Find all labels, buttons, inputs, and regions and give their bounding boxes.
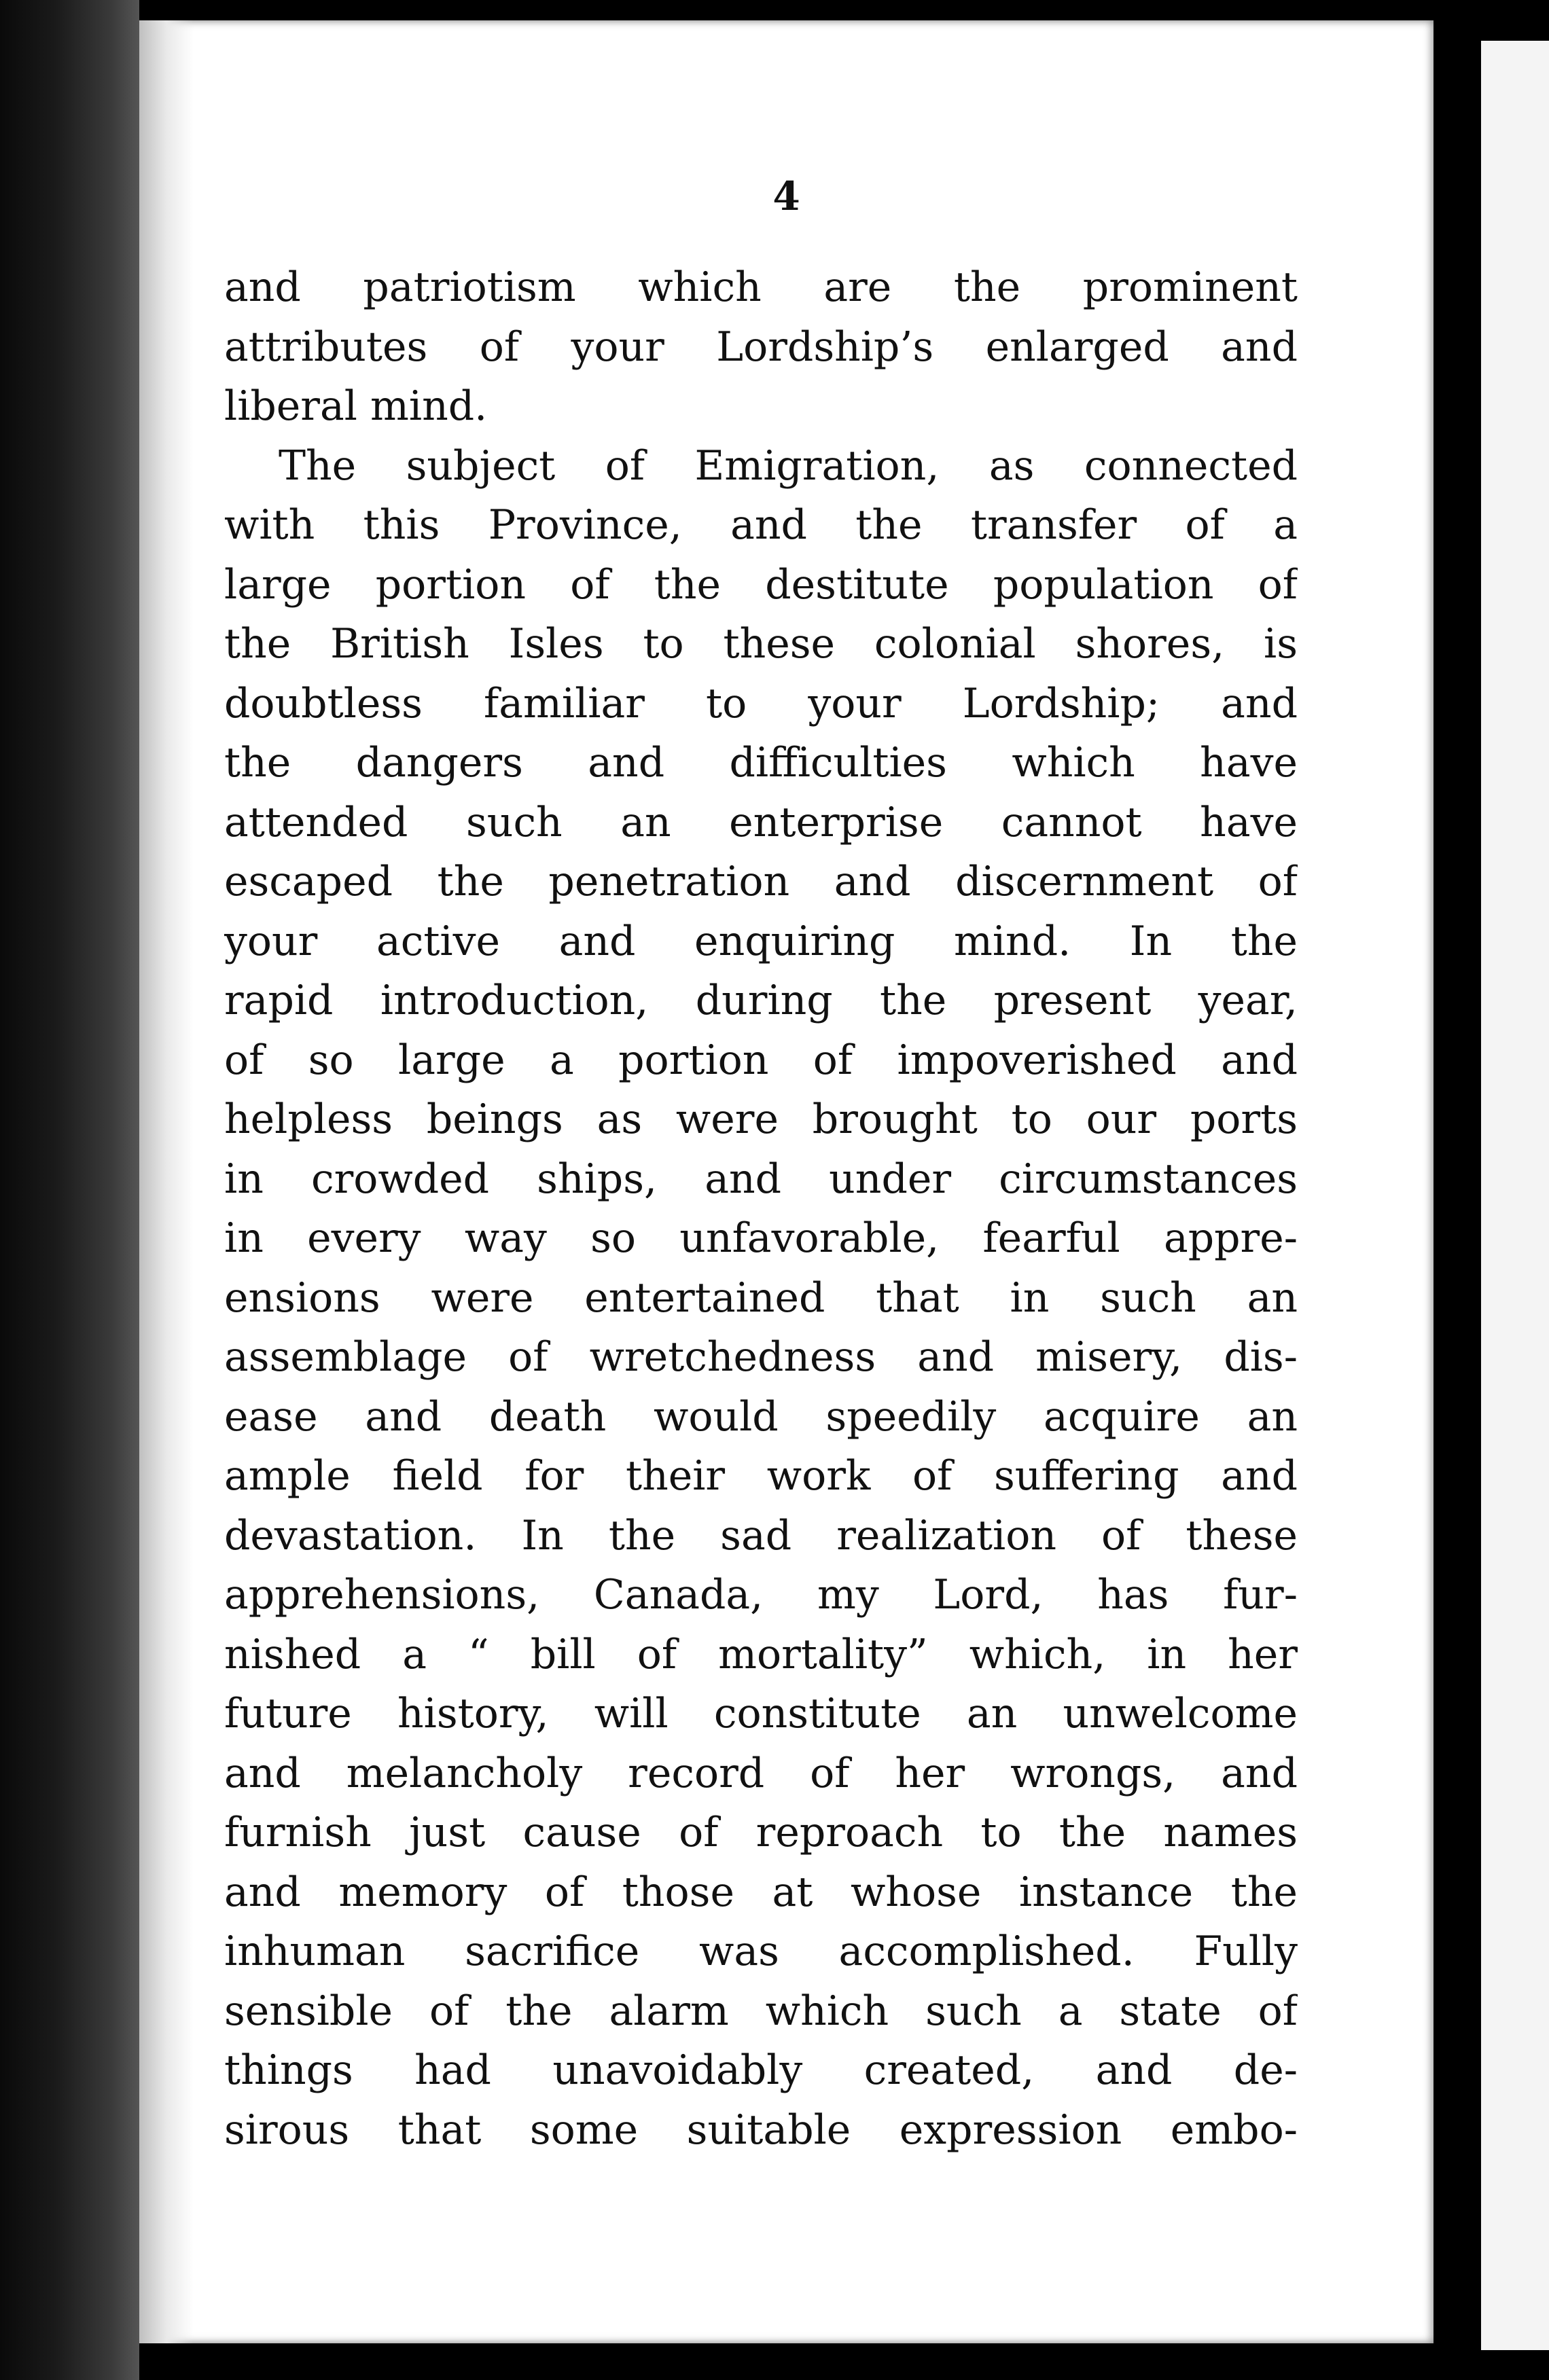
text-line: attributes of your Lordship’s enlarged and	[224, 323, 1298, 371]
text-line: future history, will constitute an unwelcome	[224, 1690, 1298, 1737]
text-line: large portion of the destitute population of	[224, 560, 1298, 609]
text-line: apprehensions, Canada, my Lord, has fur-	[224, 1571, 1298, 1619]
page-edge-shadow	[139, 20, 194, 2343]
text-line: The subject of Emigration, as connected	[279, 441, 1298, 490]
page-number: 4	[772, 173, 800, 219]
text-line: and melancholy record of her wrongs, and	[224, 1749, 1298, 1797]
text-line: and patriotism which are the prominent	[224, 264, 1298, 311]
text-line: sirous that some suitable expression embo-	[224, 2106, 1298, 2154]
text-line: furnish just cause of reproach to the names	[224, 1809, 1298, 1856]
book-binding-edge	[0, 0, 139, 2380]
text-line: attended such an enterprise cannot have	[224, 798, 1298, 846]
adjacent-page-edge	[1481, 41, 1549, 2350]
text-line: in crowded ships, and under circumstances	[224, 1155, 1298, 1203]
text-line: ease and death would speedily acquire an	[224, 1392, 1298, 1441]
text-line: the British Isles to these colonial shores, is	[224, 620, 1298, 668]
text-line: inhuman sacrifice was accomplished. Fully	[224, 1928, 1298, 1975]
page-gutter	[1434, 0, 1481, 2380]
text-line: in every way so unfavorable, fearful appre-	[224, 1214, 1298, 1262]
text-line: nished a “ bill of mortality” which, in her	[224, 1630, 1298, 1678]
text-line: devastation. In the sad realization of these	[224, 1511, 1298, 1559]
text-line: and memory of those at whose instance the	[224, 1868, 1298, 1916]
text-line: of so large a portion of impoverished and	[224, 1036, 1298, 1084]
text-line: your active and enquiring mind. In the	[224, 917, 1298, 965]
text-line: ample field for their work of suffering and	[224, 1452, 1298, 1500]
text-line: with this Province, and the transfer of a	[224, 501, 1298, 549]
text-line: sensible of the alarm which such a state of	[224, 1987, 1298, 2035]
text-line: escaped the penetration and discernment of	[224, 858, 1298, 905]
text-line: assemblage of wretchedness and misery, dis-	[224, 1333, 1298, 1381]
text-line: helpless beings as were brought to our ports	[224, 1096, 1298, 1143]
text-line: things had unavoidably created, and de-	[224, 2047, 1298, 2094]
text-line: liberal mind.	[224, 382, 488, 430]
text-line: ensions were entertained that in such an	[224, 1274, 1298, 1322]
page-body-text	[224, 258, 1298, 2160]
text-line: the dangers and difficulties which have	[224, 739, 1298, 787]
text-line: doubtless familiar to your Lordship; and	[224, 679, 1298, 727]
text-line: rapid introduction, during the present year,	[224, 977, 1298, 1024]
